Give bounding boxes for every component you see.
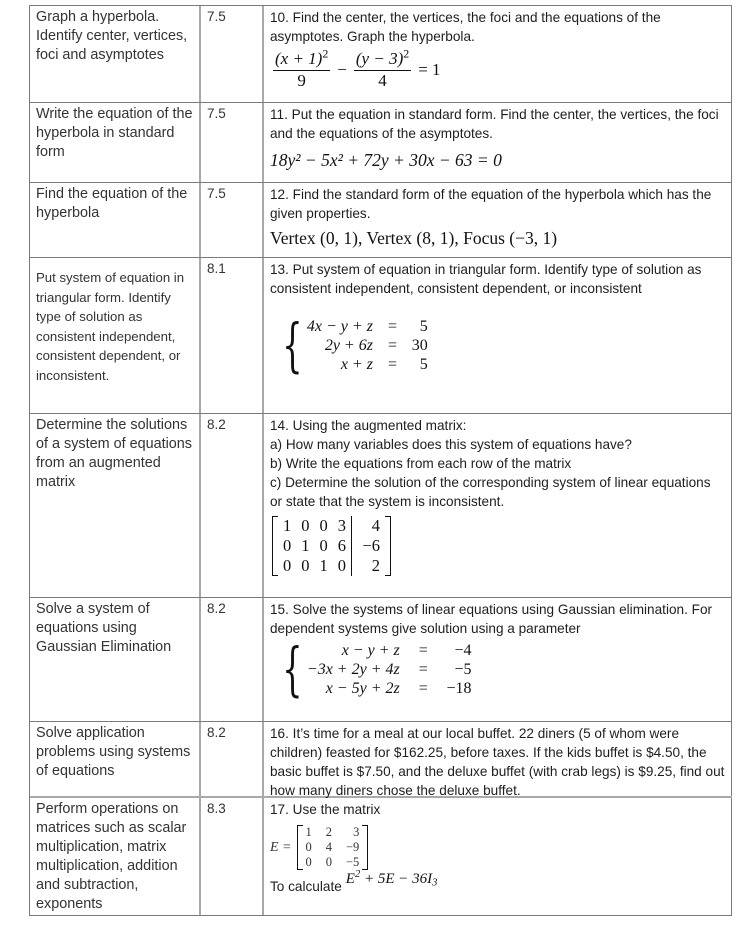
- problem-line: 14. Using the augmented matrix:: [270, 418, 467, 433]
- section-cell: 8.2: [201, 598, 264, 721]
- section-cell: 7.5: [201, 6, 264, 102]
- equation-system: { x − y + z = −4 −3x + 2y + 4z = −5 x − 5y + 2z = −18: [282, 635, 472, 703]
- problem-text: 12. Find the standard form of the equation of the hyperbola which has the given properties.: [270, 187, 712, 221]
- hyperbola-equation: $\frac{(x + 1)^2}{9}$ − $\frac{(y - 3)^2}{4}$ = 1: [275, 46, 441, 90]
- table-row: [30, 722, 732, 798]
- objective-cell: Graph a hyperbola. Identify center, vertices, foci and asymptotes: [30, 6, 201, 102]
- table-row: [30, 103, 732, 183]
- table-row: [30, 414, 732, 598]
- problem-cell: [264, 258, 732, 413]
- fraction-2: $\frac{(y - 3)^2}{4}$: [355, 46, 410, 90]
- problem-cell: [264, 6, 732, 102]
- problem-cell: [264, 103, 732, 182]
- table-row: [30, 798, 732, 916]
- matrix-e: E = 1 2 3 0 4 −9 0 0 −5: [270, 825, 725, 870]
- section-cell: 8.1: [201, 258, 264, 413]
- problem-line: c) Determine the solution of the corresponding system of linear equations or state that the system is inconsistent.: [270, 475, 711, 509]
- section-cell: 7.5: [201, 183, 264, 257]
- problem-text: 13. Put system of equation in triangular form. Identify type of solution as consistent independent, consistent dependent, or inconsistent: [270, 262, 702, 296]
- calc-expression: $E^2 + 5E - 36I_3$: [345, 869, 438, 889]
- problem-cell: 16. It’s time for a meal at our local buffet. 22 diners (5 of whom were children) feasted for $162.25, before taxes. If the kids buffet is $4.50, the basic buffet is $7.50, and the deluxe buffet (with crab legs) is $9.25, find out how many diners chose the deluxe buffet.: [264, 722, 732, 796]
- equation-system: { 4x − y + z = 5 2y + 6z = 30 x + z = 5: [282, 311, 428, 379]
- table-row: [30, 183, 732, 258]
- problem-cell: [264, 598, 732, 721]
- problem-text: 11. Put the equation in standard form. Find the center, the vertices, the foci and the equations of the asymptotes.: [270, 107, 719, 141]
- section-cell: 8.2: [201, 722, 264, 796]
- problem-line: b) Write the equations from each row of the matrix: [270, 456, 572, 471]
- section-cell: 7.5: [201, 103, 264, 182]
- objective-cell: Perform operations on matrices such as scalar multiplication, matrix multiplication, addition and subtraction, exponents: [30, 798, 201, 915]
- objective-cell: Solve a system of equations using Gaussian Elimination: [30, 598, 201, 721]
- table-row: [30, 258, 732, 414]
- calculate-line: To calculate $E^2 + 5E - 36I_3$: [270, 869, 438, 894]
- given-properties: Vertex (0, 1), Vertex (8, 1), Focus (−3, 1): [270, 228, 558, 248]
- section-cell: 8.3: [201, 798, 264, 915]
- problem-cell: [264, 414, 732, 597]
- objective-cell: Write the equation of the hyperbola in standard form: [30, 103, 201, 182]
- section-cell: 8.2: [201, 414, 264, 597]
- objective-cell: Determine the solutions of a system of equations from an augmented matrix: [30, 414, 201, 597]
- general-equation: 18y² − 5x² + 72y + 30x − 63 = 0: [270, 150, 502, 170]
- problem-text: 17. Use the matrix: [270, 802, 381, 817]
- left-brace-icon: {: [282, 635, 303, 703]
- problem-cell: [264, 798, 732, 915]
- objective-cell: Solve application problems using systems of equations: [30, 722, 201, 796]
- table-row: [30, 598, 732, 722]
- problem-line: a) How many variables does this system of equations have?: [270, 437, 632, 452]
- problem-text: 10. Find the center, the vertices, the foci and the equations of the asymptotes. Graph the hyperbola.: [270, 10, 661, 44]
- problem-text: 15. Solve the systems of linear equations using Gaussian elimination. For dependent systems give solution using a parameter: [270, 602, 713, 636]
- objective-cell: Find the equation of the hyperbola: [30, 183, 201, 257]
- objectives-table: [29, 5, 732, 916]
- left-brace-icon: {: [282, 311, 303, 379]
- objective-cell: Put system of equation in triangular form. Identify type of solution as consistent independent, consistent dependent, or inconsistent.: [30, 258, 201, 413]
- table-row: [30, 6, 732, 103]
- fraction-1: $\frac{(x + 1)^2}{9}$: [275, 46, 329, 90]
- problem-cell: [264, 183, 732, 257]
- augmented-matrix: 1 0 0 3 0 1 0 6 0 0 1 0 4 −6 2: [272, 516, 391, 576]
